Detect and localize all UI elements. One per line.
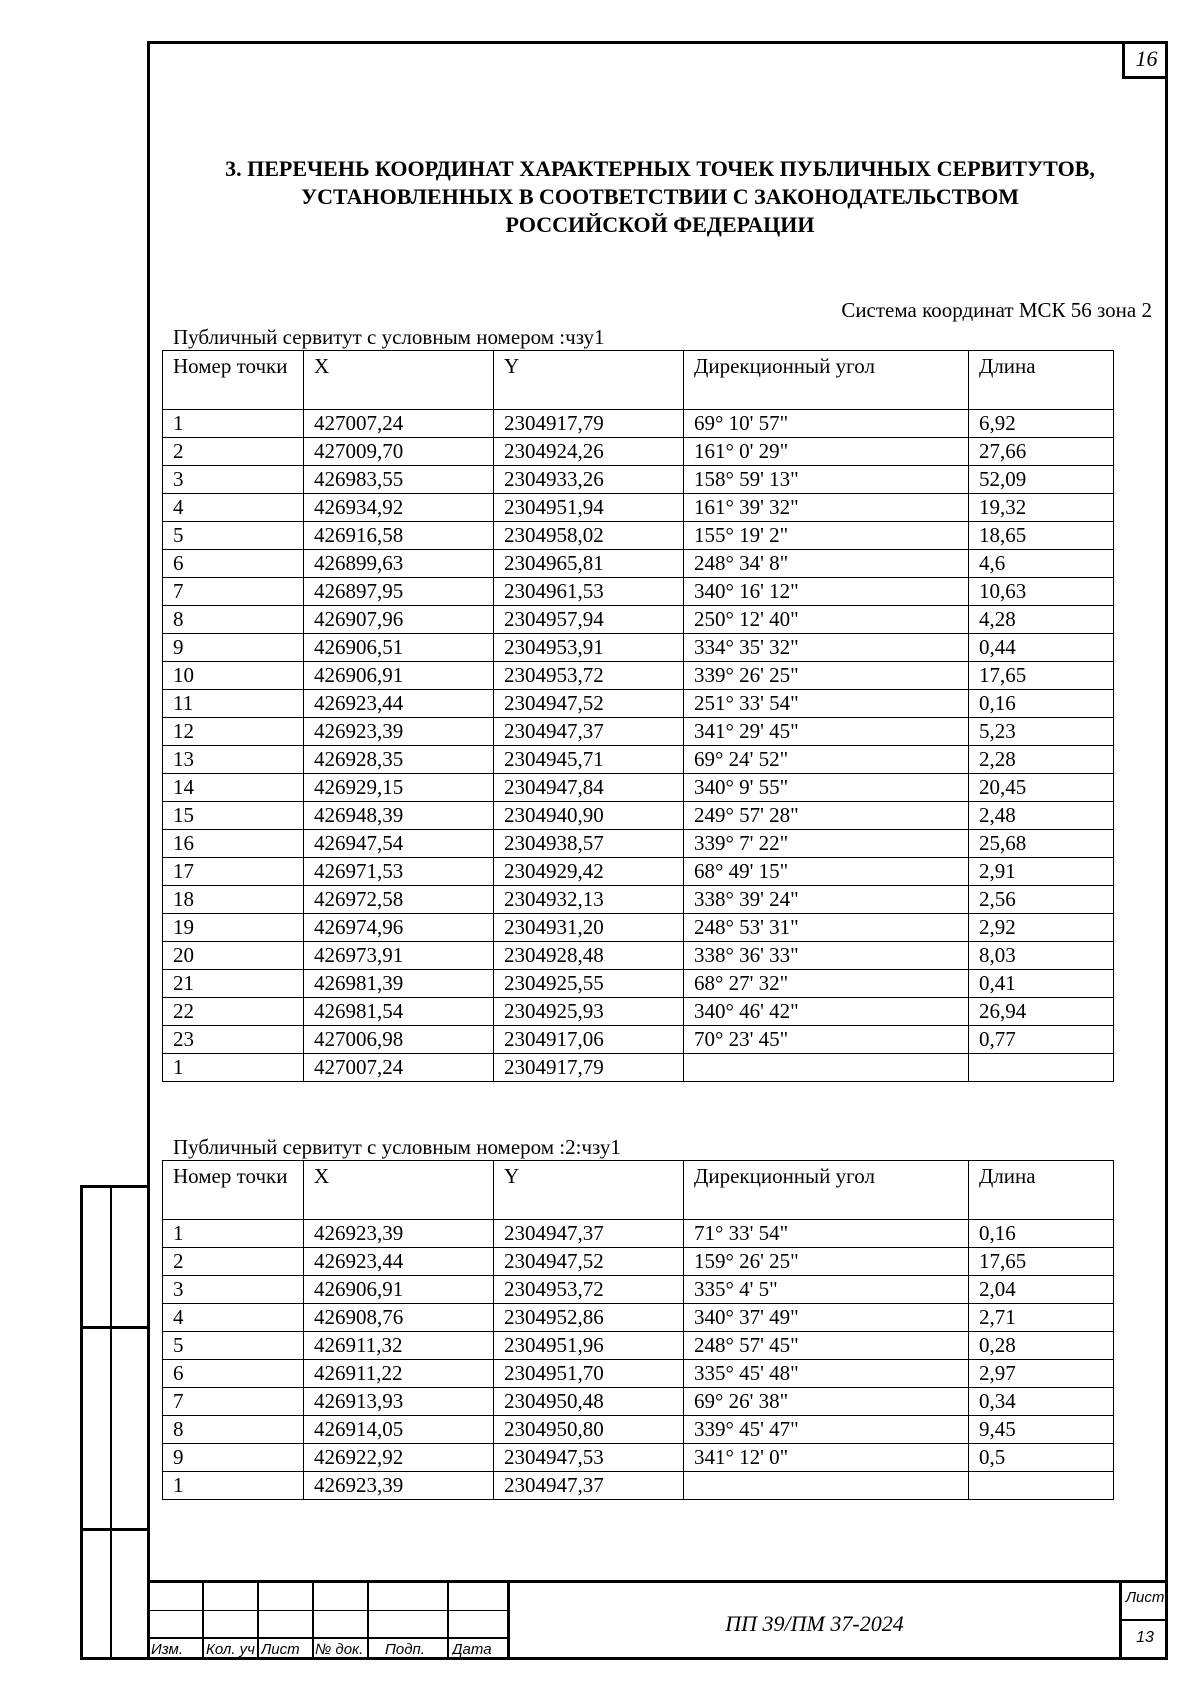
coordinate-system-note: Система координат МСК 56 зона 2: [841, 298, 1152, 322]
y-coordinate-cell: 2304947,37: [494, 1220, 684, 1248]
direction-angle-cell: 338° 39' 24": [684, 886, 969, 914]
x-coordinate-cell: 426947,54: [304, 830, 494, 858]
header-y: Y: [494, 1161, 684, 1220]
length-cell: 2,71: [969, 1304, 1114, 1332]
direction-angle-cell: 340° 9' 55": [684, 774, 969, 802]
page-number: 16: [1122, 41, 1168, 79]
grid-line: [147, 1610, 507, 1611]
point-number-cell: 1: [163, 1472, 304, 1500]
table-row: [163, 662, 1114, 690]
table-row: [163, 998, 1114, 1026]
point-number-cell: 2: [163, 438, 304, 466]
y-coordinate-cell: 2304947,52: [494, 1248, 684, 1276]
point-number-cell: 13: [163, 746, 304, 774]
y-coordinate-cell: 2304940,90: [494, 802, 684, 830]
table-header-row: [163, 1161, 1114, 1220]
length-cell: 17,65: [969, 1248, 1114, 1276]
x-coordinate-cell: 426971,53: [304, 858, 494, 886]
y-coordinate-cell: 2304953,72: [494, 662, 684, 690]
direction-angle-cell: 339° 26' 25": [684, 662, 969, 690]
length-cell: 17,65: [969, 662, 1114, 690]
direction-angle-cell: 71° 33' 54": [684, 1220, 969, 1248]
x-coordinate-cell: 426923,39: [304, 1220, 494, 1248]
length-cell: 18,65: [969, 522, 1114, 550]
length-cell: 0,16: [969, 690, 1114, 718]
length-cell: 10,63: [969, 578, 1114, 606]
document-code-cell: [507, 1580, 1119, 1660]
y-coordinate-cell: 2304958,02: [494, 522, 684, 550]
x-coordinate-cell: 426923,39: [304, 1472, 494, 1500]
length-cell: 52,09: [969, 466, 1114, 494]
table-row: [163, 494, 1114, 522]
length-cell: 4,6: [969, 550, 1114, 578]
table-row: [163, 914, 1114, 942]
y-coordinate-cell: 2304932,13: [494, 886, 684, 914]
x-coordinate-cell: 426913,93: [304, 1388, 494, 1416]
x-coordinate-cell: 426923,39: [304, 718, 494, 746]
table-row: [163, 634, 1114, 662]
direction-angle-cell: 68° 49' 15": [684, 858, 969, 886]
x-coordinate-cell: 426906,91: [304, 1276, 494, 1304]
point-number-cell: 8: [163, 606, 304, 634]
table-row: [163, 774, 1114, 802]
length-cell: 2,91: [969, 858, 1114, 886]
x-coordinate-cell: 426911,22: [304, 1360, 494, 1388]
y-coordinate-cell: 2304925,93: [494, 998, 684, 1026]
point-number-cell: 14: [163, 774, 304, 802]
y-coordinate-cell: 2304928,48: [494, 942, 684, 970]
point-number-cell: 1: [163, 1220, 304, 1248]
page-title: [160, 155, 1160, 239]
y-coordinate-cell: 2304945,71: [494, 746, 684, 774]
point-number-cell: 2: [163, 1248, 304, 1276]
table-row: [163, 1276, 1114, 1304]
point-number-cell: 4: [163, 494, 304, 522]
x-coordinate-cell: 426897,95: [304, 578, 494, 606]
direction-angle-cell: 70° 23' 45": [684, 1026, 969, 1054]
point-number-cell: 1: [163, 410, 304, 438]
header-length: Длина: [969, 1161, 1114, 1220]
direction-angle-cell: 251° 33' 54": [684, 690, 969, 718]
y-coordinate-cell: 2304957,94: [494, 606, 684, 634]
revision-grid: [147, 1580, 507, 1660]
direction-angle-cell: 335° 45' 48": [684, 1360, 969, 1388]
point-number-cell: 11: [163, 690, 304, 718]
grid-line: [202, 1583, 204, 1660]
length-cell: 25,68: [969, 830, 1114, 858]
point-number-cell: 3: [163, 466, 304, 494]
y-coordinate-cell: 2304951,96: [494, 1332, 684, 1360]
length-cell: [969, 1054, 1114, 1082]
table-row: [163, 1248, 1114, 1276]
header-point: Номер точки: [163, 1161, 304, 1220]
direction-angle-cell: 339° 7' 22": [684, 830, 969, 858]
direction-angle-cell: 339° 45' 47": [684, 1416, 969, 1444]
y-coordinate-cell: 2304947,84: [494, 774, 684, 802]
stamp-label: Дата: [452, 1641, 492, 1658]
x-coordinate-cell: 426899,63: [304, 550, 494, 578]
direction-angle-cell: 155° 19' 2": [684, 522, 969, 550]
y-coordinate-cell: 2304947,37: [494, 1472, 684, 1500]
point-number-cell: 18: [163, 886, 304, 914]
table-row: [163, 1360, 1114, 1388]
x-coordinate-cell: 426948,39: [304, 802, 494, 830]
direction-angle-cell: 68° 27' 32": [684, 970, 969, 998]
point-number-cell: 19: [163, 914, 304, 942]
point-number-cell: 15: [163, 802, 304, 830]
length-cell: 4,28: [969, 606, 1114, 634]
stamp-label: Подп.: [385, 1641, 425, 1658]
y-coordinate-cell: 2304933,26: [494, 466, 684, 494]
table-header-row: [163, 351, 1114, 410]
y-coordinate-cell: 2304953,91: [494, 634, 684, 662]
point-number-cell: 7: [163, 578, 304, 606]
y-coordinate-cell: 2304950,48: [494, 1388, 684, 1416]
x-coordinate-cell: 426916,58: [304, 522, 494, 550]
point-number-cell: 6: [163, 1360, 304, 1388]
table-row: [163, 886, 1114, 914]
title-line: 3. ПЕРЕЧЕНЬ КООРДИНАТ ХАРАКТЕРНЫХ ТОЧЕК ПУБЛИЧНЫХ СЕРВИТУТОВ,: [225, 156, 1095, 181]
table-row: [163, 858, 1114, 886]
table-row: [163, 802, 1114, 830]
title-line: УСТАНОВЛЕННЫХ В СООТВЕТСТВИИ С ЗАКОНОДАТЕЛЬСТВОМ: [301, 184, 1019, 209]
y-coordinate-cell: 2304950,80: [494, 1416, 684, 1444]
point-number-cell: 10: [163, 662, 304, 690]
x-coordinate-cell: 426911,32: [304, 1332, 494, 1360]
table-row: [163, 1332, 1114, 1360]
x-coordinate-cell: 427007,24: [304, 1054, 494, 1082]
table-row: [163, 1444, 1114, 1472]
table-row: [163, 942, 1114, 970]
y-coordinate-cell: 2304952,86: [494, 1304, 684, 1332]
x-coordinate-cell: 426983,55: [304, 466, 494, 494]
point-number-cell: 5: [163, 1332, 304, 1360]
point-number-cell: 22: [163, 998, 304, 1026]
length-cell: 8,03: [969, 942, 1114, 970]
title-line: РОССИЙСКОЙ ФЕДЕРАЦИИ: [505, 212, 815, 237]
table-row: [163, 1472, 1114, 1500]
direction-angle-cell: 158° 59' 13": [684, 466, 969, 494]
x-coordinate-cell: 426928,35: [304, 746, 494, 774]
length-cell: 5,23: [969, 718, 1114, 746]
grid-line: [447, 1583, 449, 1660]
table-row: [163, 410, 1114, 438]
grid-line: [312, 1583, 314, 1660]
length-cell: 0,16: [969, 1220, 1114, 1248]
header-y: Y: [494, 351, 684, 410]
table-row: [163, 1054, 1114, 1082]
x-coordinate-cell: 426934,92: [304, 494, 494, 522]
header-angle: Дирекционный угол: [684, 351, 969, 410]
x-coordinate-cell: 426908,76: [304, 1304, 494, 1332]
length-cell: 6,92: [969, 410, 1114, 438]
side-stamp-divider: [110, 1188, 112, 1657]
x-coordinate-cell: 426973,91: [304, 942, 494, 970]
table-row: [163, 1026, 1114, 1054]
y-coordinate-cell: 2304938,57: [494, 830, 684, 858]
direction-angle-cell: 249° 57' 28": [684, 802, 969, 830]
x-coordinate-cell: 426972,58: [304, 886, 494, 914]
length-cell: 27,66: [969, 438, 1114, 466]
point-number-cell: 20: [163, 942, 304, 970]
x-coordinate-cell: 426914,05: [304, 1416, 494, 1444]
header-point: Номер точки: [163, 351, 304, 410]
length-cell: 19,32: [969, 494, 1114, 522]
y-coordinate-cell: 2304951,70: [494, 1360, 684, 1388]
length-cell: 0,5: [969, 1444, 1114, 1472]
length-cell: 2,48: [969, 802, 1114, 830]
length-cell: 2,56: [969, 886, 1114, 914]
direction-angle-cell: 340° 46' 42": [684, 998, 969, 1026]
direction-angle-cell: 248° 53' 31": [684, 914, 969, 942]
direction-angle-cell: [684, 1054, 969, 1082]
point-number-cell: 9: [163, 1444, 304, 1472]
direction-angle-cell: 248° 57' 45": [684, 1332, 969, 1360]
document-code: ПП 39/ПМ 37-2024: [725, 1611, 904, 1636]
point-number-cell: 3: [163, 1276, 304, 1304]
sheet-label: Лист: [1125, 1589, 1165, 1606]
stamp-label: Изм.: [151, 1641, 183, 1658]
table-row: [163, 1304, 1114, 1332]
x-coordinate-cell: 427007,24: [304, 410, 494, 438]
direction-angle-cell: 340° 37' 49": [684, 1304, 969, 1332]
point-number-cell: 16: [163, 830, 304, 858]
grid-line: [367, 1583, 369, 1660]
x-coordinate-cell: 427009,70: [304, 438, 494, 466]
table-row: [163, 690, 1114, 718]
title-block: [147, 1580, 1168, 1660]
length-cell: 0,77: [969, 1026, 1114, 1054]
length-cell: 2,92: [969, 914, 1114, 942]
header-x: X: [304, 351, 494, 410]
length-cell: [969, 1472, 1114, 1500]
y-coordinate-cell: 2304947,52: [494, 690, 684, 718]
direction-angle-cell: 335° 4' 5": [684, 1276, 969, 1304]
x-coordinate-cell: 426974,96: [304, 914, 494, 942]
y-coordinate-cell: 2304917,79: [494, 1054, 684, 1082]
table-row: [163, 466, 1114, 494]
point-number-cell: 21: [163, 970, 304, 998]
header-angle: Дирекционный угол: [684, 1161, 969, 1220]
x-coordinate-cell: 426907,96: [304, 606, 494, 634]
x-coordinate-cell: 427006,98: [304, 1026, 494, 1054]
point-number-cell: 17: [163, 858, 304, 886]
side-stamp-divider: [83, 1528, 150, 1531]
table-row: [163, 438, 1114, 466]
length-cell: 2,04: [969, 1276, 1114, 1304]
side-stamp: [80, 1185, 150, 1660]
servitude-caption: Публичный сервитут с условным номером :2:чзу1: [173, 1135, 621, 1159]
table-row: [163, 970, 1114, 998]
table-row: [163, 830, 1114, 858]
direction-angle-cell: 341° 12' 0": [684, 1444, 969, 1472]
direction-angle-cell: 159° 26' 25": [684, 1248, 969, 1276]
table-row: [163, 1220, 1114, 1248]
direction-angle-cell: 69° 10' 57": [684, 410, 969, 438]
x-coordinate-cell: 426929,15: [304, 774, 494, 802]
point-number-cell: 1: [163, 1054, 304, 1082]
direction-angle-cell: 341° 29' 45": [684, 718, 969, 746]
length-cell: 2,97: [969, 1360, 1114, 1388]
sheet-cell: [1119, 1580, 1168, 1660]
y-coordinate-cell: 2304924,26: [494, 438, 684, 466]
table-row: [163, 578, 1114, 606]
grid-line: [1122, 1619, 1168, 1621]
coordinates-table: [162, 350, 1114, 1082]
x-coordinate-cell: 426906,51: [304, 634, 494, 662]
y-coordinate-cell: 2304947,53: [494, 1444, 684, 1472]
y-coordinate-cell: 2304953,72: [494, 1276, 684, 1304]
direction-angle-cell: [684, 1472, 969, 1500]
table-row: [163, 550, 1114, 578]
length-cell: 0,41: [969, 970, 1114, 998]
x-coordinate-cell: 426981,39: [304, 970, 494, 998]
point-number-cell: 23: [163, 1026, 304, 1054]
table-row: [163, 746, 1114, 774]
length-cell: 9,45: [969, 1416, 1114, 1444]
header-length: Длина: [969, 351, 1114, 410]
y-coordinate-cell: 2304965,81: [494, 550, 684, 578]
y-coordinate-cell: 2304961,53: [494, 578, 684, 606]
grid-line: [147, 1637, 507, 1639]
y-coordinate-cell: 2304917,79: [494, 410, 684, 438]
length-cell: 0,44: [969, 634, 1114, 662]
stamp-label: № док.: [315, 1641, 364, 1658]
y-coordinate-cell: 2304929,42: [494, 858, 684, 886]
table-row: [163, 606, 1114, 634]
length-cell: 20,45: [969, 774, 1114, 802]
direction-angle-cell: 248° 34' 8": [684, 550, 969, 578]
direction-angle-cell: 338° 36' 33": [684, 942, 969, 970]
direction-angle-cell: 250° 12' 40": [684, 606, 969, 634]
grid-line: [257, 1583, 259, 1660]
point-number-cell: 7: [163, 1388, 304, 1416]
x-coordinate-cell: 426906,91: [304, 662, 494, 690]
coordinates-table: [162, 1160, 1114, 1500]
x-coordinate-cell: 426923,44: [304, 1248, 494, 1276]
length-cell: 0,28: [969, 1332, 1114, 1360]
y-coordinate-cell: 2304947,37: [494, 718, 684, 746]
length-cell: 26,94: [969, 998, 1114, 1026]
y-coordinate-cell: 2304951,94: [494, 494, 684, 522]
direction-angle-cell: 334° 35' 32": [684, 634, 969, 662]
direction-angle-cell: 69° 24' 52": [684, 746, 969, 774]
point-number-cell: 4: [163, 1304, 304, 1332]
y-coordinate-cell: 2304917,06: [494, 1026, 684, 1054]
direction-angle-cell: 161° 39' 32": [684, 494, 969, 522]
table-row: [163, 718, 1114, 746]
stamp-label: Лист: [261, 1641, 300, 1658]
x-coordinate-cell: 426981,54: [304, 998, 494, 1026]
length-cell: 2,28: [969, 746, 1114, 774]
servitude-caption: Публичный сервитут с условным номером :чзу1: [173, 325, 605, 349]
direction-angle-cell: 161° 0' 29": [684, 438, 969, 466]
length-cell: 0,34: [969, 1388, 1114, 1416]
sheet-number: 13: [1136, 1629, 1154, 1646]
side-stamp-divider: [83, 1326, 150, 1329]
direction-angle-cell: 69° 26' 38": [684, 1388, 969, 1416]
point-number-cell: 12: [163, 718, 304, 746]
point-number-cell: 9: [163, 634, 304, 662]
table-row: [163, 522, 1114, 550]
x-coordinate-cell: 426922,92: [304, 1444, 494, 1472]
point-number-cell: 5: [163, 522, 304, 550]
direction-angle-cell: 340° 16' 12": [684, 578, 969, 606]
point-number-cell: 6: [163, 550, 304, 578]
x-coordinate-cell: 426923,44: [304, 690, 494, 718]
point-number-cell: 8: [163, 1416, 304, 1444]
table-row: [163, 1388, 1114, 1416]
y-coordinate-cell: 2304925,55: [494, 970, 684, 998]
table-row: [163, 1416, 1114, 1444]
header-x: X: [304, 1161, 494, 1220]
y-coordinate-cell: 2304931,20: [494, 914, 684, 942]
stamp-label: Кол. уч: [206, 1641, 255, 1658]
